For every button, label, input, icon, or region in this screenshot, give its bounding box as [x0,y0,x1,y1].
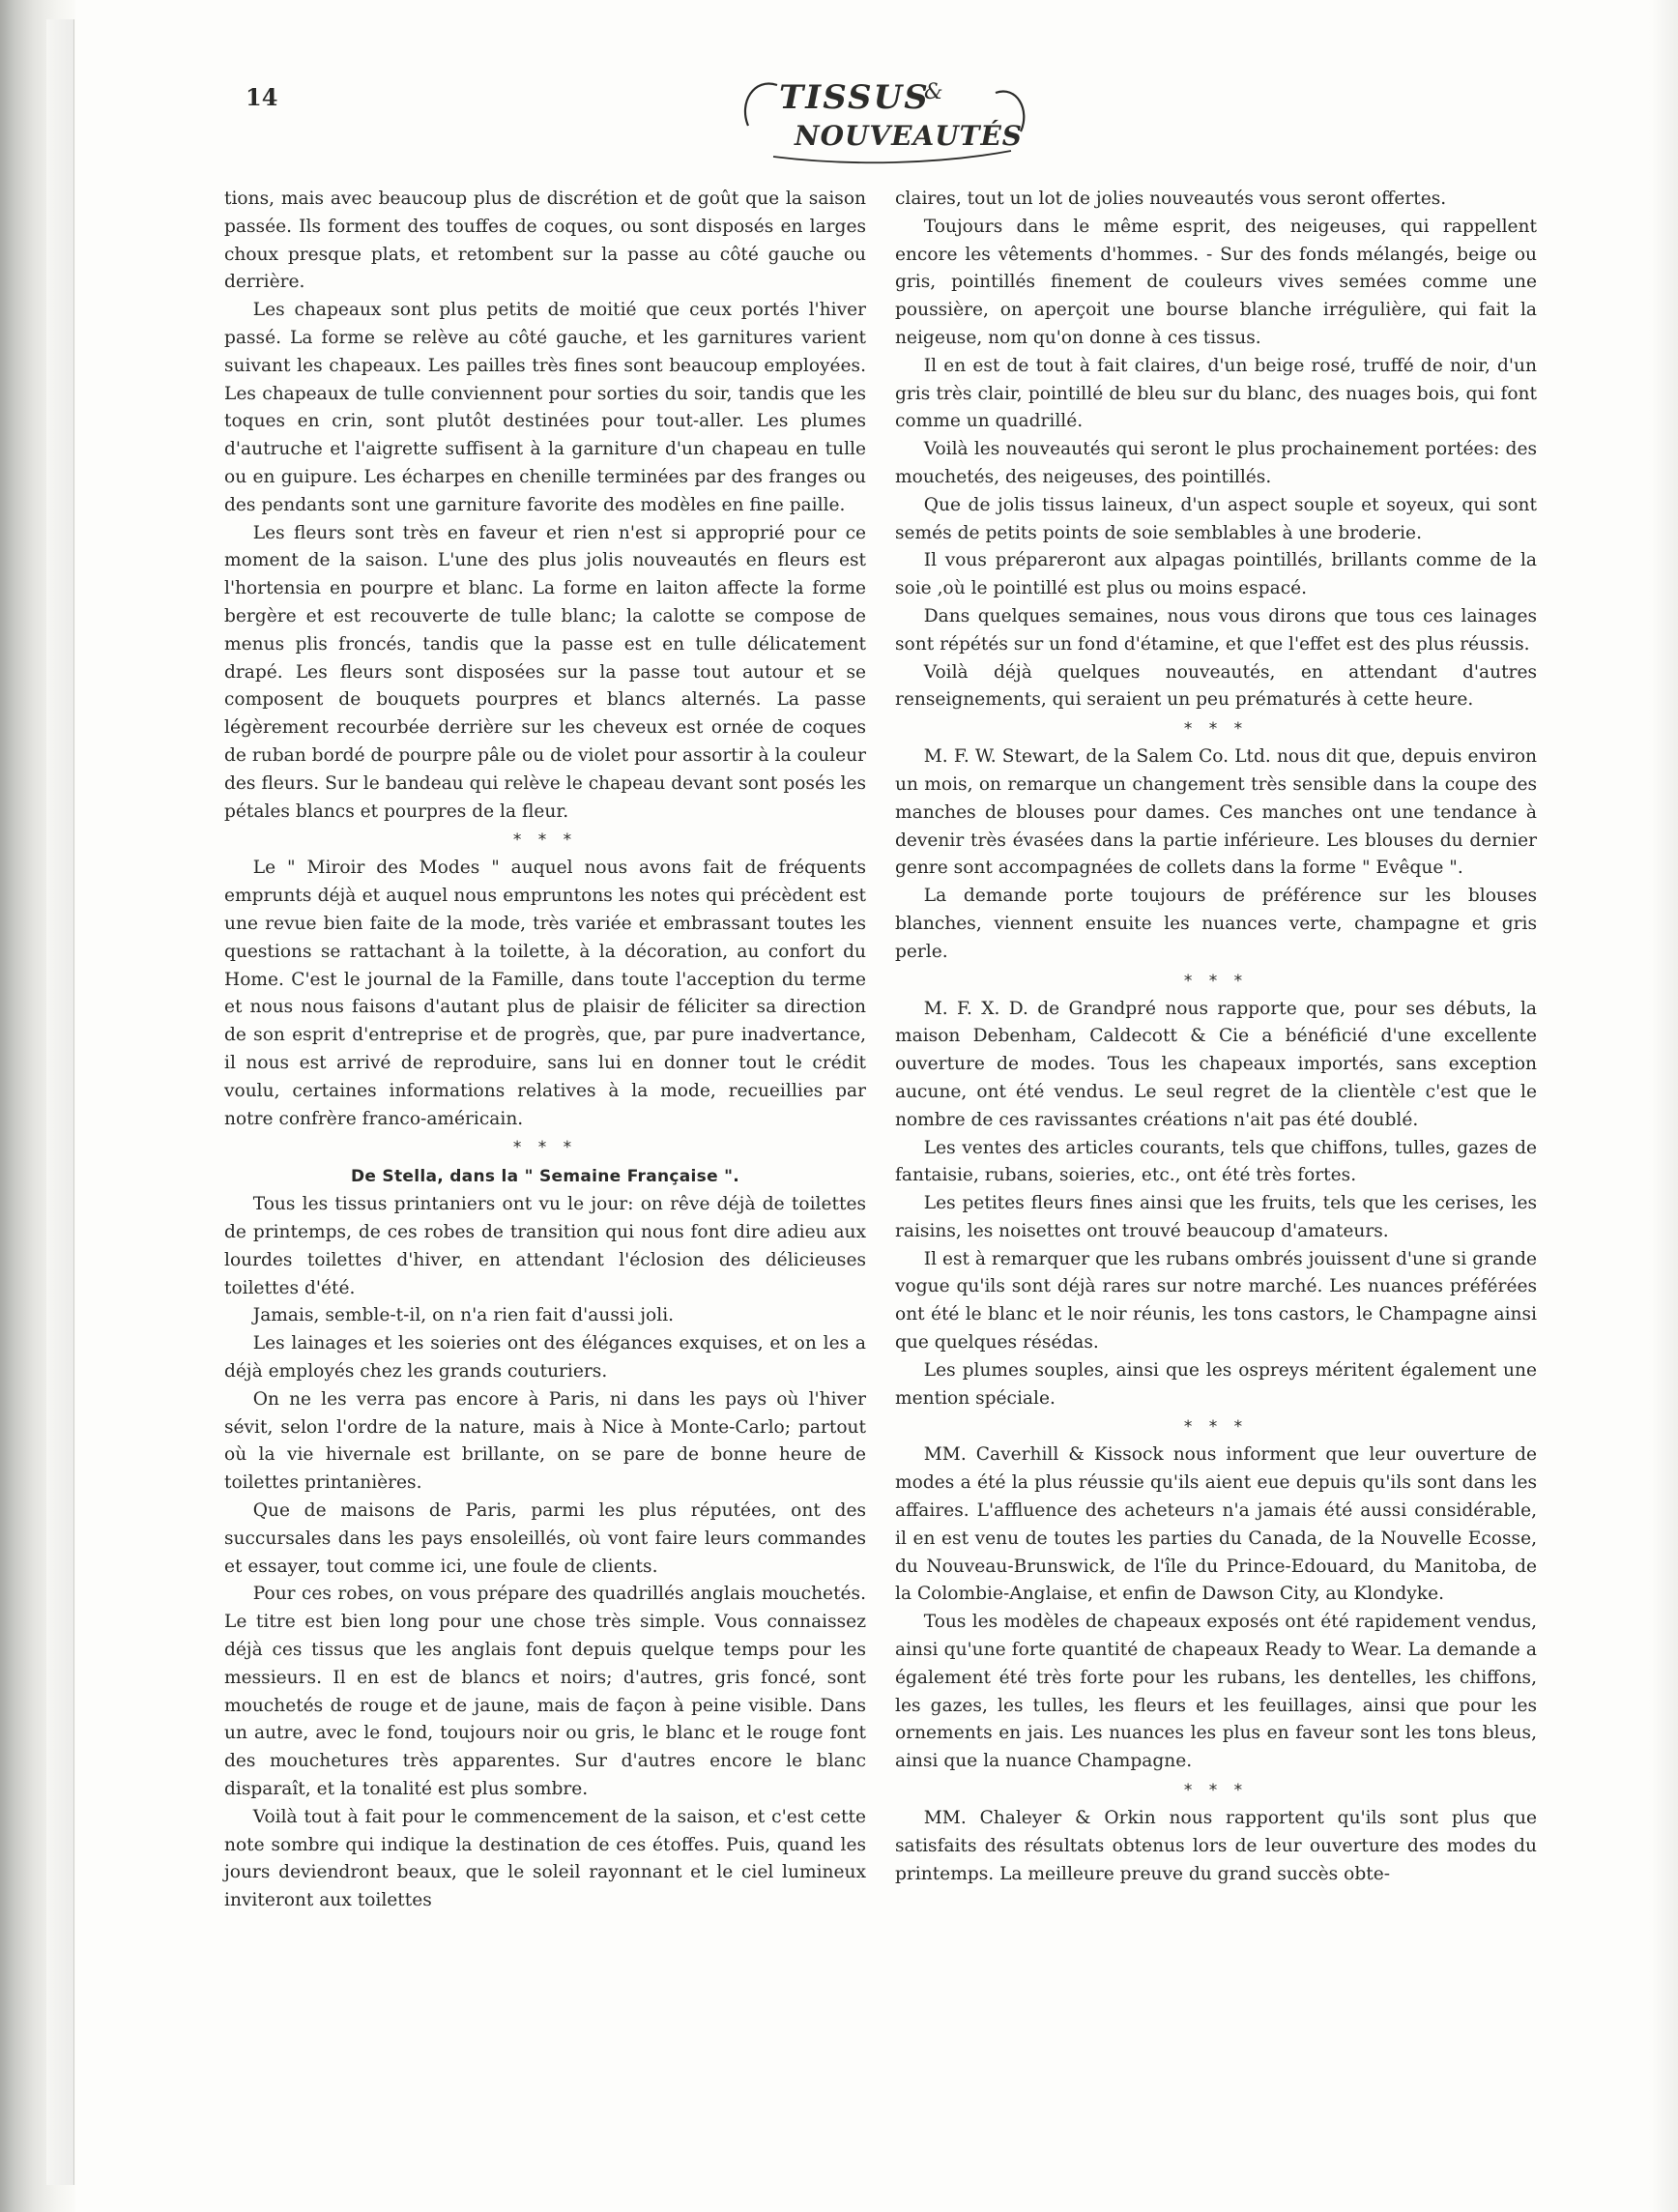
page-edge-shadow [1649,0,1678,2212]
paragraph: Toujours dans le même esprit, des neigeuses, qui rappellent encore les vêtements d'hommes. - Sur des fonds mélangés, beige ou gris, pointillés finement de couleurs vives semées comme une poussière, on aperçoit une bourse blanche irrégulière, qui fait la neigeuse, nom qu'on donne à ces tissus. [895,216,1537,348]
paragraph: Que de jolis tissus laineux, d'un aspect souple et soyeux, qui sont semés de petits points de soie semblables à une broderie. [895,494,1537,543]
left-column [224,186,866,1915]
section-separator-stars: * * * [1183,719,1249,740]
paragraph: Les plumes souples, ainsi que les ospreys méritent également une mention spéciale. [895,1359,1537,1409]
paragraph: Il en est de tout à fait claires, d'un beige rosé, truffé de noir, d'un gris très clair, pointillé de bleu sur du blanc, des nuages bois, qui font comme un quadrillé. [895,355,1537,432]
paragraph: M. F. X. D. de Grandpré nous rapporte que, pour ses débuts, la maison Debenham, Caldecott & Cie a bénéficié d'une excellente ouverture de modes. Tous les chapeaux importés, sans exception aucune, ont été vendus. Le seul regret de la clientèle c'est que le nombre de ces ravissantes créations n'ait pas été doublé. [895,998,1537,1130]
paragraph: La demande porte toujours de préférence sur les blouses blanches, viennent ensuite les nuances verte, champagne et gris perle. [895,886,1537,962]
masthead-amp: & [924,80,943,104]
section-separator-stars: * * * [1183,1417,1249,1438]
paragraph: On ne les verra pas encore à Paris, ni dans les pays où l'hiver sévit, selon l'ordre de la nature, mais à Nice à Monte-Carlo; partout où la vie hivernale est brillante, on se pare de bonne heure de toilettes printanières. [224,1388,866,1494]
paragraph: tions, mais avec beaucoup plus de discrétion et de goût que la saison passée. Ils forment des touffes de coques, ou sont disposés en larges choux presque plats, et retombent sur la passe au côté gauche ou derrière. [224,189,866,293]
masthead-line1: TISSUS [779,78,930,117]
section-separator-stars: * * * [1183,971,1249,991]
paragraph: Il vous prépareront aux alpagas pointillés, brillants comme de la soie ,où le pointillé est plus ou moins espacé. [895,550,1537,599]
paragraph: Les lainages et les soieries ont des élégances exquises, et on les a déjà employés chez les grands couturiers. [224,1333,866,1382]
paragraph: Les chapeaux sont plus petits de moitié que ceux portés l'hiver passé. La forme se relève au côté gauche, et les garnitures varient suivant les chapeaux. Les pailles très fines sont beaucoup employées. Les chapeaux de tulle conviennent pour sorties du soir, tandis que les toques en crin, sont plutôt destinées pour tout-aller. Les plumes d'autruche et l'aigrette suffisent à la garniture d'un chapeau en tulle ou en guipure. Les écharpes en chenille terminées par des franges ou des pendants sont une garniture favorite des modèles en fine paille. [224,300,866,515]
section-separator-stars: * * * [1183,1781,1249,1801]
section-separator-stars: * * * [512,830,578,851]
paragraph: Les petites fleurs fines ainsi que les fruits, tels que les cerises, les raisins, les noisettes ont trouvé beaucoup d'amateurs. [895,1193,1537,1241]
masthead-line2: NOUVEAUTÉS [795,120,1024,152]
paragraph: MM. Caverhill & Kissock nous informent que leur ouverture de modes a été la plus réussie qu'ils aient eue depuis qu'ils sont dans les affaires. L'affluence des acheteurs n'a jamais été aussi considérable, il en est venu de toutes les parties du Canada, de la Nouvelle Ecosse, du Nouveau-Brunswick, de l'île du Prince-Edouard, du Manitoba, de la Colombie-Anglaise, et enfin de Dawson City, au Klondyke. [895,1444,1537,1605]
paragraph: Que de maisons de Paris, parmi les plus réputées, ont des succursales dans les pays ensoleillés, où vont faire leurs commandes et essayer, tout comme ici, une foule de clients. [224,1500,866,1577]
right-column [895,186,1537,1888]
paragraph: Dans quelques semaines, nous vous dirons que tous ces lainages sont répétés sur un fond d'étamine, et que l'effet est des plus réussis. [895,605,1537,655]
paragraph: Jamais, semble-t-il, on n'a rien fait d'aussi joli. [252,1305,675,1326]
paragraph: Tous les tissus printaniers ont vu le jour: on rêve déjà de toilettes de printemps, de ces robes de transition qui nous font dire adieu aux lourdes toilettes d'hiver, en attendant l'éclosion des délicieuses toilettes d'été. [224,1194,866,1298]
paragraph: M. F. W. Stewart, de la Salem Co. Ltd. nous dit que, depuis environ un mois, on remarque un changement très sensible dans la coupe des manches de blouses pour dames. Ces manches ont une tendance à devenir très évasées dans la partie inférieure. Les blouses du dernier genre sont accompagnées de collets dans la forme " Evêque ". [895,746,1537,879]
paragraph: Voilà les nouveautés qui seront le plus prochainement portées: des mouchetés, des neigeuses, des pointillés. [895,439,1537,487]
paragraph: Pour ces robes, on vous prépare des quadrillés anglais mouchetés. Le titre est bien long pour une chose très simple. Vous connaissez déjà ces tissus que les anglais font depuis quelque temps pour les messieurs. Il en est de blancs et noirs; d'autres, gris foncé, sont mouchetés de rouge et de jaune, mais de façon à peine visible. Dans un autre, avec le fond, toujours noir ou gris, le blanc et le rouge font des mouchetures très apparentes. Sur d'autres encore le blanc disparaît, et la tonalité est plus sombre. [224,1584,866,1800]
masthead-logo [735,64,1034,164]
page-number: 14 [246,83,278,111]
paragraph: Les ventes des articles courants, tels que chiffons, tulles, gazes de fantaisie, rubans, soieries, etc., ont été très fortes. [895,1137,1537,1186]
paragraph: Tous les modèles de chapeaux exposés ont été rapidement vendus, ainsi qu'une forte quantité de chapeaux Ready to Wear. La demande a également été très forte pour les rubans, les dentelles, les chiffons, les gazes, les tulles, les fleurs et les feuillages, ainsi que pour les ornements en jais. Les nuances les plus en faveur sont les tons bleus, ainsi que la nuance Champagne. [895,1612,1537,1772]
paragraph: Voilà déjà quelques nouveautés, en attendant d'autres renseignements, qui seraient un peu prématurés à cette heure. [895,661,1537,711]
section-subheading: De Stella, dans la " Semaine Française ". [350,1167,740,1187]
paragraph: Il est à remarquer que les rubans ombrés jouissent d'une si grande vogue qu'ils sont déjà rares sur notre marché. Les nuances préférées ont été le blanc et le noir réunis, les tons castors, le Champagne ainsi que quelques résédas. [895,1248,1537,1353]
paragraph: Voilà tout à fait pour le commencement de la saison, et c'est cette note sombre qui indique la destination de ces étoffes. Puis, quand les jours deviendront beaux, que le soleil rayonnant et le ciel lumineux inviteront aux toilettes [224,1806,866,1911]
paragraph: Les fleurs sont très en faveur et rien n'est si approprié pour ce moment de la saison. L'une des plus jolis nouveautés en fleurs est l'hortensia en pourpre et blanc. La forme en laiton affecte la forme bergère et est recouverte de tulle blanc; la calotte se compose de menus plis froncés, tandis que la passe est en tulle délicatement drapé. Les fleurs sont disposées sur la passe tout autour et se composent de bouquets pourpres et blancs alternés. La passe légèrement recourbée derrière sur les cheveux est ornée de coques de ruban bordé de pourpre pâle ou de violet pour assortir à la couleur des fleurs. Sur le bandeau qui relève le chapeau devant sont posés les pétales blancs et pourpres de la fleur. [224,522,866,822]
paragraph: claires, tout un lot de jolies nouveautés vous seront offertes. [895,189,1447,209]
section-separator-stars: * * * [512,1138,578,1158]
book-binding-shadow [0,0,75,2212]
paragraph: Le " Miroir des Modes " auquel nous avons fait de fréquents emprunts déjà et auquel nous empruntons les notes qui précèdent est une revue bien faite de la mode, très variée et embrassant toutes les questions se rattachant à la toilette, à la décoration, au confort du Home. C'est le journal de la Famille, dans toute l'acception du terme et nous nous faisons d'autant plus de plaisir de féliciter sa direction de son esprit d'entreprise et de progrès, que, par pure inadvertance, il nous est arrivé de reproduire, sans lui en donner tout le crédit voulu, certaines informations relatives à la mode, recueillies par notre confrère franco-américain. [224,858,866,1129]
paragraph: MM. Chaleyer & Orkin nous rapportent qu'ils sont plus que satisfaits des résultats obtenus lors de leur ouverture des modes du printemps. La meilleure preuve du grand succès obte- [895,1808,1537,1884]
binding-page-stack [46,19,74,2185]
